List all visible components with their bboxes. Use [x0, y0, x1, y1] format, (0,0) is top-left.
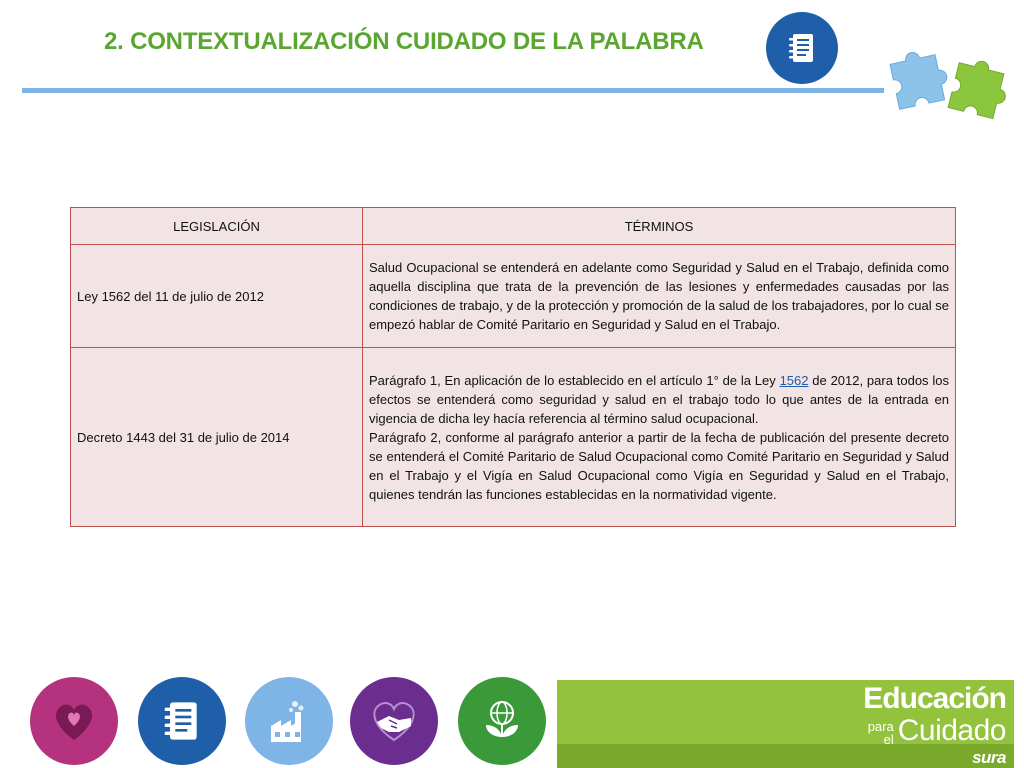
brand-para-el	[868, 720, 894, 746]
page-title: 2. CONTEXTUALIZACIÓN CUIDADO DE LA PALABRA	[104, 28, 704, 55]
brand-el: el	[883, 732, 894, 747]
factory-icon	[265, 698, 313, 744]
brand-logo	[863, 684, 1006, 768]
brand-cuidado: Cuidado	[897, 714, 1006, 747]
handshake-icon	[367, 698, 421, 744]
legislation-table	[70, 207, 956, 527]
table-header-row	[71, 208, 956, 245]
puzzle-pieces-icon	[882, 40, 1012, 132]
terms-cell	[363, 348, 956, 527]
paragraph-1-text-b: de 2012, para todos los efectos se entenderá como seguridad y salud en el trabajo todo lo que antes de la entrada en vigencia de dicha ley hacía referencia al término salud ocupacional.	[369, 372, 949, 426]
header-legislacion: LEGISLACIÓN	[71, 208, 363, 245]
globe-plant-circle	[458, 677, 546, 765]
paragraph-2: Parágrafo 2, conforme al parágrafo anterior a partir de la fecha de publicación del presente decreto se entenderá el Comité Paritario de Salud Ocupacional como Comité Paritario en Seguridad y Salud en el Trabajo y el Vigía en Salud Ocupacional como Vigía en Seguridad y Salud en el Trabajo, quienes tendrán las funciones establecidas en la normatividad vigente.	[369, 429, 949, 502]
notebook-circle	[138, 677, 226, 765]
factory-circle	[245, 677, 333, 765]
handshake-circle	[350, 677, 438, 765]
notebook-icon	[162, 698, 202, 744]
law-1562-link[interactable]: 1562	[779, 372, 809, 388]
brand-sura: sura	[972, 748, 1006, 767]
heart-icon	[51, 700, 97, 742]
heart-circle	[30, 677, 118, 765]
brand-educacion: Educación	[863, 682, 1006, 715]
table-row	[71, 245, 956, 348]
brand-para: para	[867, 719, 894, 734]
paragraph-1	[369, 371, 949, 428]
law-cell: Ley 1562 del 11 de julio de 2012	[71, 245, 363, 348]
terms-cell: Salud Ocupacional se entenderá en adelante como Seguridad y Salud en el Trabajo, definida como aquella disciplina que trata de la prevención de las lesiones y enfermedades causadas por las condiciones de trabajo, y de la protección y promoción de la salud de los trabajadores, por lo cual se empezó hablar de Comité Paritario en Seguridad y Salud en el Trabajo.	[363, 245, 956, 348]
notebook-icon	[787, 31, 817, 65]
title-underline	[22, 88, 884, 93]
table-row	[71, 348, 956, 527]
paragraph-1-text-a: Parágrafo 1, En aplicación de lo establecido en el artículo 1° de la Ley	[369, 372, 780, 388]
notebook-badge	[766, 12, 838, 84]
header-terminos: TÉRMINOS	[363, 208, 956, 245]
law-cell: Decreto 1443 del 31 de julio de 2014	[71, 348, 363, 527]
globe-plant-icon	[478, 697, 526, 745]
brand-line-2	[863, 716, 1006, 746]
